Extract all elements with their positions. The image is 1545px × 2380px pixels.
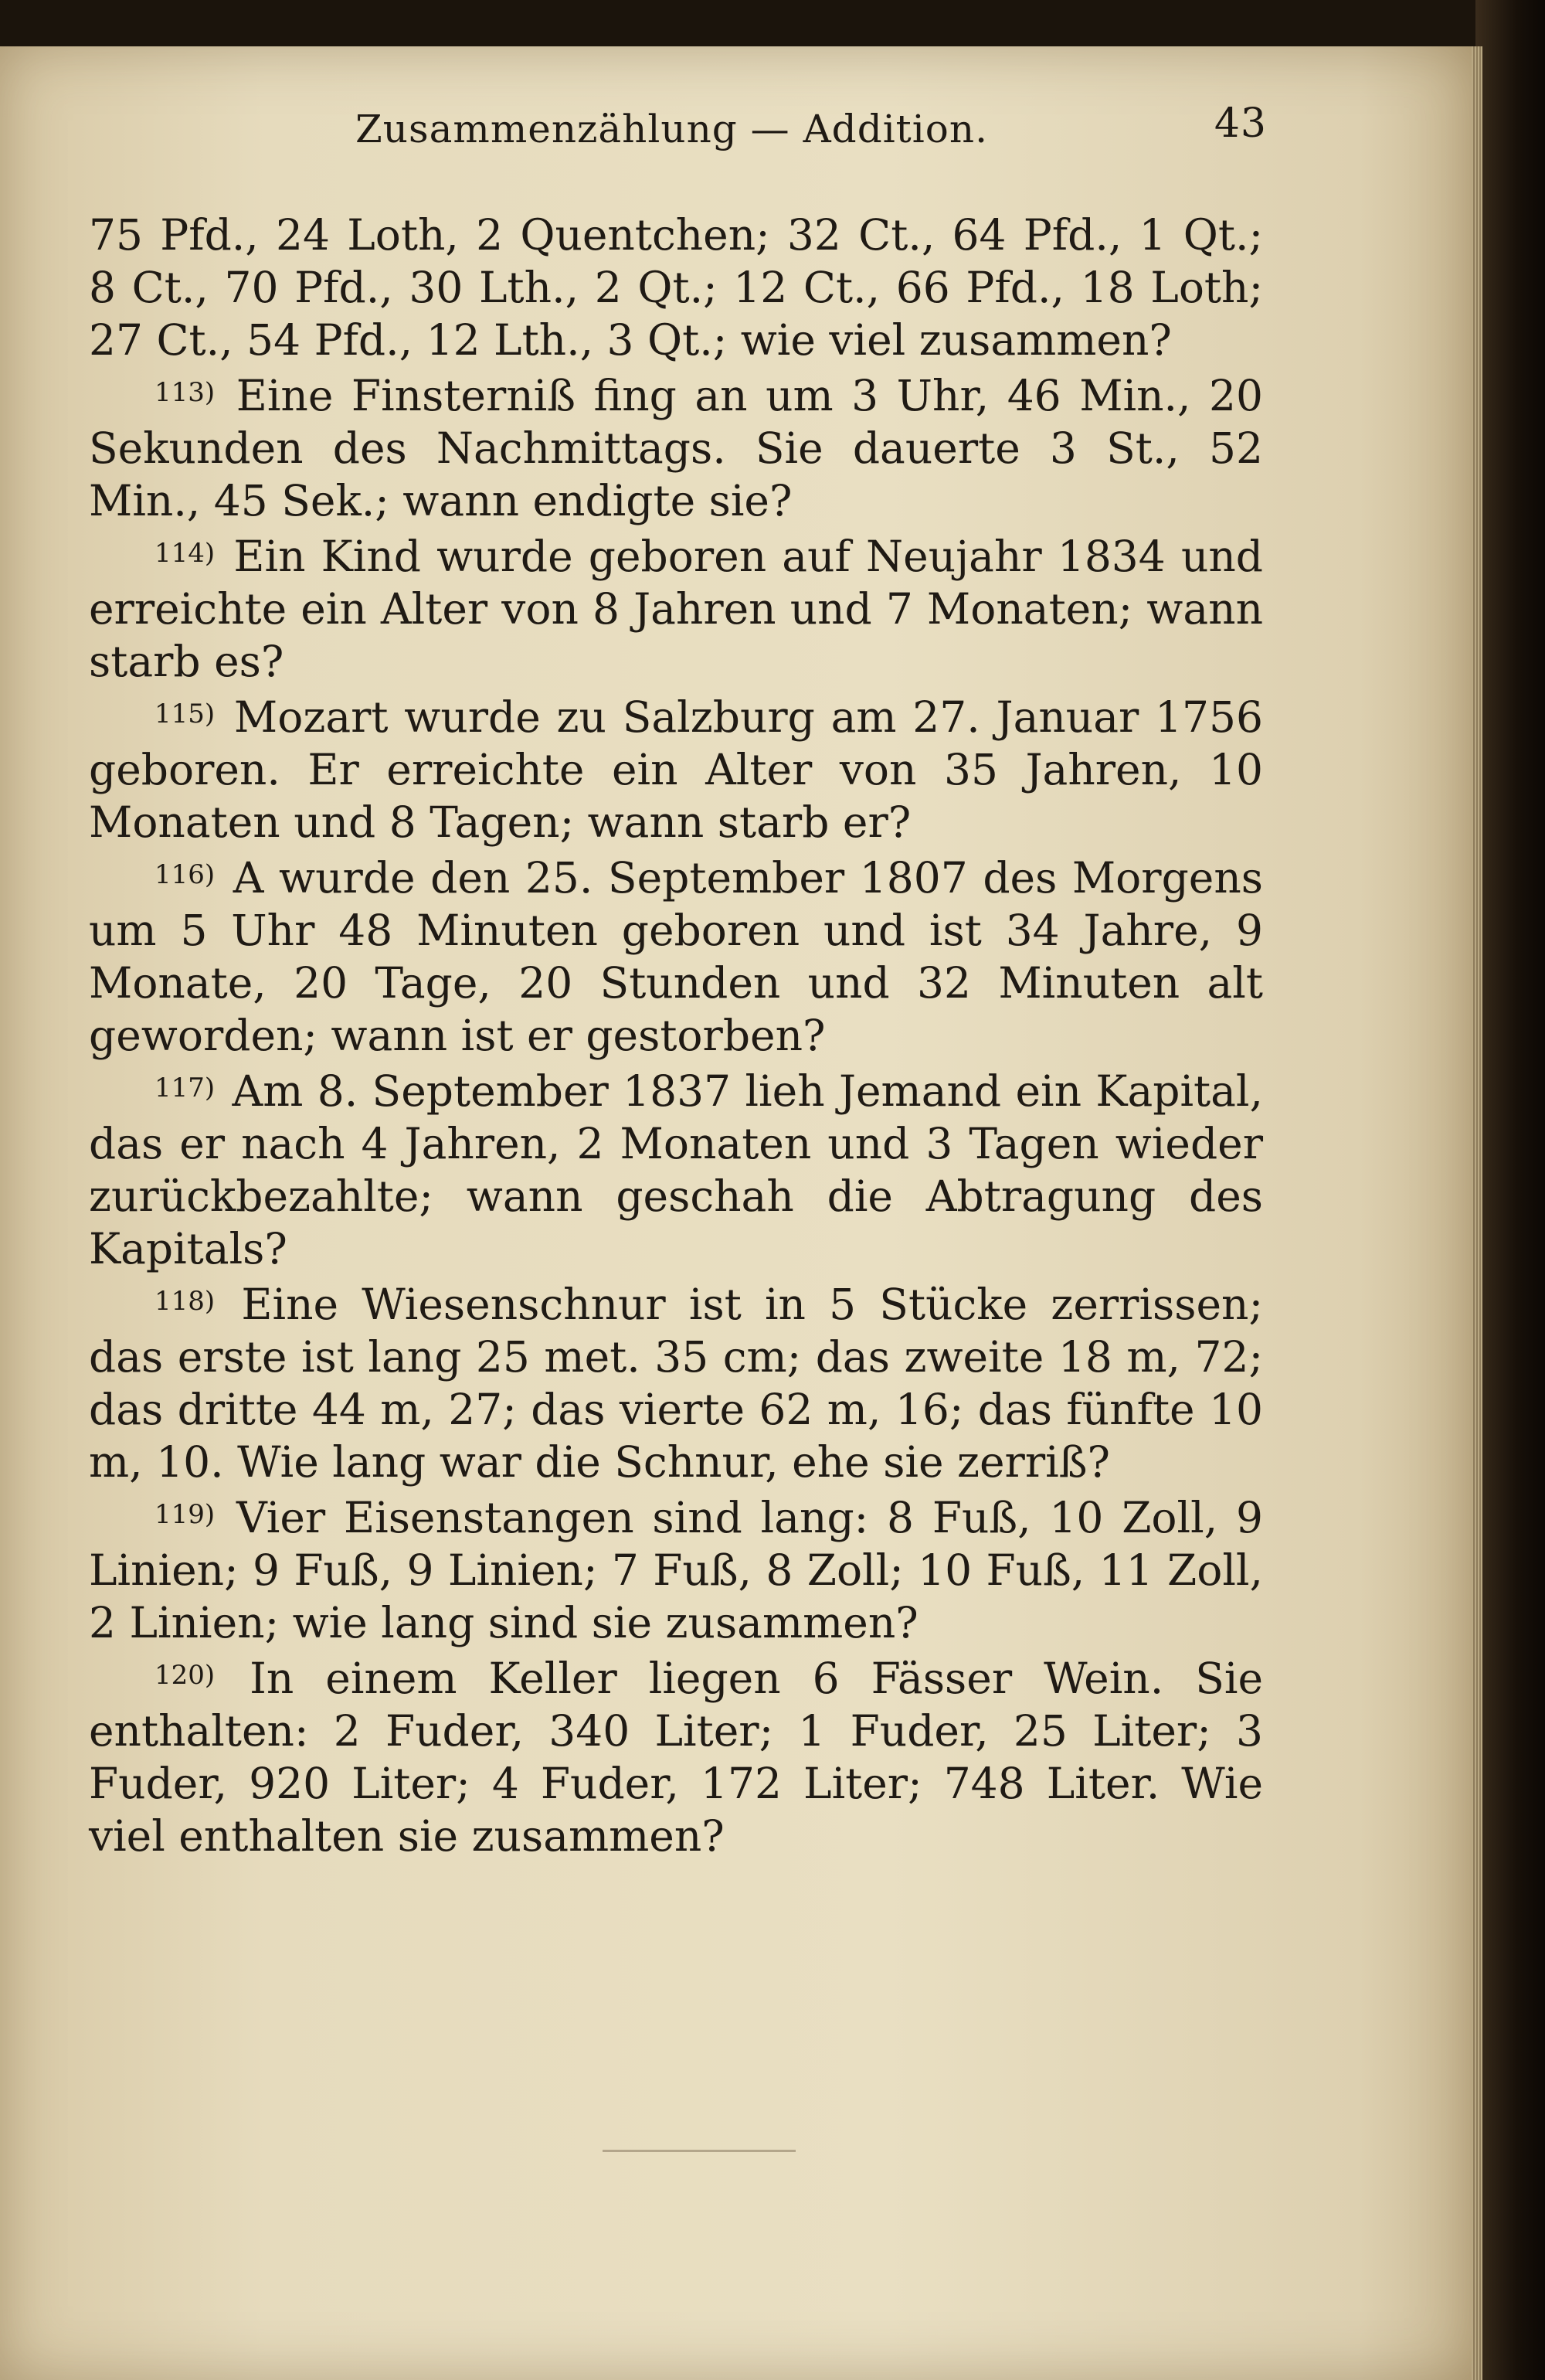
page-edges bbox=[1472, 46, 1482, 2380]
closing-rule bbox=[603, 2150, 796, 2152]
problem-120 bbox=[89, 1649, 1263, 1862]
problem-number: 116) bbox=[154, 859, 216, 890]
problem-text: A wurde den 25. September 1807 des Morgens um 5 Uhr 48 Minuten geboren und ist 34 Jahre, 9 Monate, 20 Tage, 20 Stunden und 32 Minuten alt geworden; wann ist er gestorben? bbox=[89, 853, 1263, 1060]
problem-117 bbox=[89, 1062, 1263, 1275]
problem-text: In einem Keller liegen 6 Fässer Wein. Sie enthalten: 2 Fuder, 340 Liter; 1 Fuder, 25 Liter; 3 Fuder, 920 Liter; 4 Fuder, 172 Liter; 748 Liter. Wie viel enthalten sie zusammen? bbox=[89, 1654, 1264, 1861]
problem-number: 120) bbox=[154, 1660, 216, 1691]
problem-115 bbox=[89, 688, 1263, 848]
problem-number: 114) bbox=[154, 538, 216, 569]
problem-113 bbox=[89, 366, 1263, 527]
problem-116 bbox=[89, 848, 1263, 1062]
problem-number: 118) bbox=[154, 1286, 216, 1317]
problem-number: 117) bbox=[154, 1073, 216, 1103]
problem-118 bbox=[89, 1275, 1263, 1488]
problem-number: 113) bbox=[154, 377, 216, 408]
problem-text: Mozart wurde zu Salzburg am 27. Januar 1756 geboren. Er erreichte ein Alter von 35 Jahren, 10 Monaten und 8 Tagen; wann starb er? bbox=[89, 692, 1263, 847]
problem-text: Eine Wiesenschnur ist in 5 Stücke zerrissen; das erste ist lang 25 met. 35 cm; das zweite 18 m, 72; das dritte 44 m, 27; das vierte 62 m, 16; das fünfte 10 m, 10. Wie lang war die Schnur, ehe sie zerriß? bbox=[89, 1280, 1263, 1487]
problem-text: Ein Kind wurde geboren auf Neujahr 1834 und erreichte ein Alter von 8 Jahren und 7 Monaten; wann starb es? bbox=[89, 532, 1264, 686]
problem-number: 119) bbox=[154, 1499, 216, 1530]
text-block bbox=[89, 209, 1263, 1862]
continuation-paragraph: 75 Pfd., 24 Loth, 2 Quentchen; 32 Ct., 64 Pfd., 1 Qt.; 8 Ct., 70 Pfd., 30 Lth., 2 Qt.; 12 Ct., 66 Pfd., 18 Loth; 27 Ct., 54 Pfd., 12 Lth., 3 Qt.; wie viel zusammen? bbox=[89, 210, 1263, 365]
running-head bbox=[355, 100, 1267, 162]
problem-text: Vier Eisenstangen sind lang: 8 Fuß, 10 Zoll, 9 Linien; 9 Fuß, 9 Linien; 7 Fuß, 8 Zoll; 10 Fuß, 11 Zoll, 2 Linien; wie lang sind sie zusammen? bbox=[89, 1493, 1263, 1647]
running-title: Zusammenzählung — Addition. bbox=[355, 107, 988, 151]
book-spine bbox=[1475, 0, 1545, 2380]
problem-text: Eine Finsterniß fing an um 3 Uhr, 46 Min., 20 Sekunden des Nachmittags. Sie dauerte 3 St., 52 Min., 45 Sek.; wann endigte sie? bbox=[89, 371, 1263, 525]
problem-number: 115) bbox=[154, 699, 216, 729]
problem-text: Am 8. September 1837 lieh Jemand ein Kapital, das er nach 4 Jahren, 2 Monaten und 3 Tagen wieder zurückbezahlte; wann geschah die Abtragung des Kapitals? bbox=[89, 1066, 1264, 1273]
problem-114 bbox=[89, 527, 1263, 688]
book-page bbox=[0, 46, 1477, 2380]
problem-119 bbox=[89, 1488, 1263, 1649]
page-number: 43 bbox=[1214, 100, 1267, 147]
